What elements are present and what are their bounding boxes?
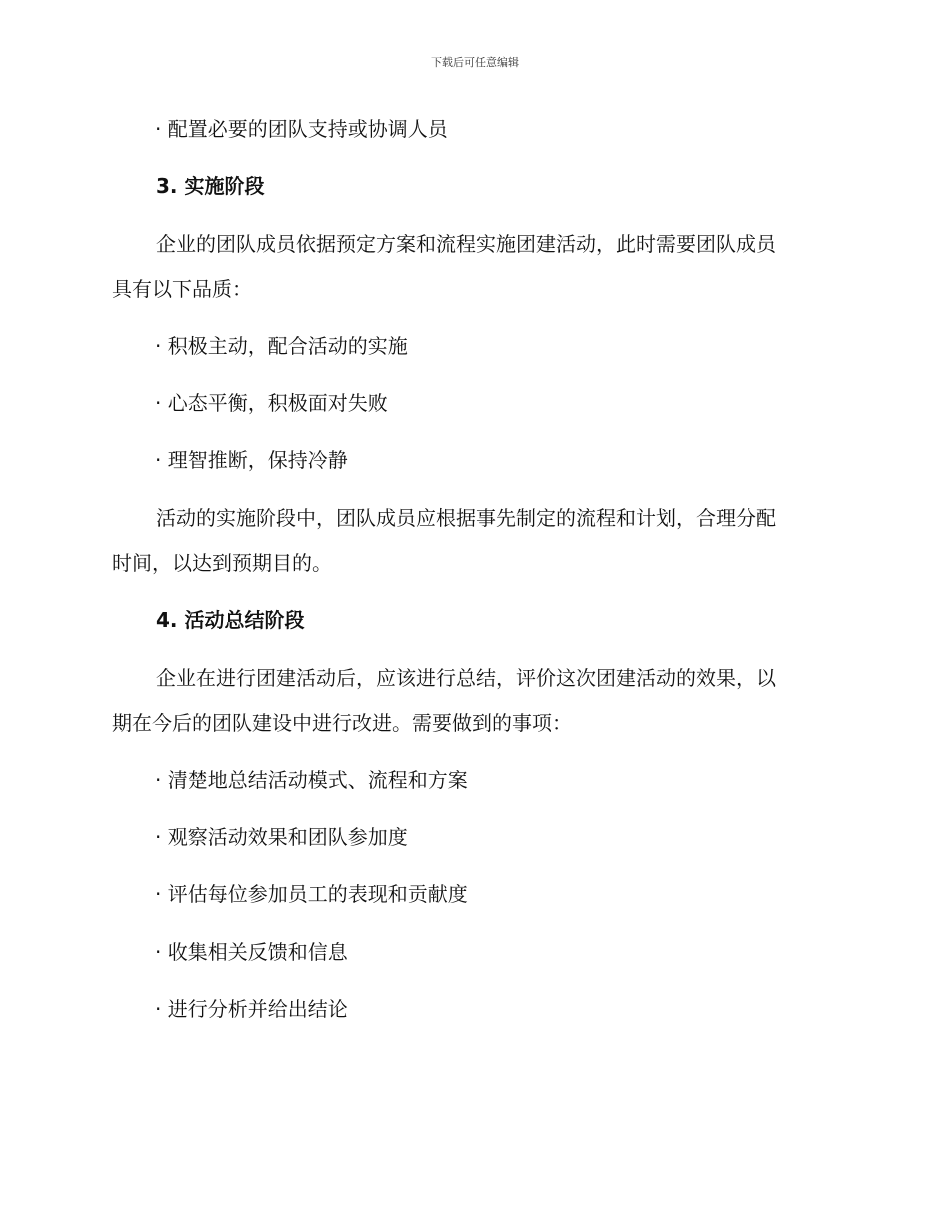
- bullet-item: · 进行分析并给出结论: [155, 997, 348, 1021]
- paragraph-line: 期在今后的团队建设中进行改进。需要做到的事项：: [112, 711, 572, 735]
- paragraph-line: 企业的团队成员依据预定方案和流程实施团建活动，此时需要团队成员: [156, 232, 776, 256]
- bullet-item: · 清楚地总结活动模式、流程和方案: [155, 768, 468, 792]
- bullet-item: · 配置必要的团队支持或协调人员: [155, 117, 448, 141]
- section-heading-3: 3. 实施阶段: [156, 174, 265, 198]
- bullet-item: · 收集相关反馈和信息: [155, 940, 348, 964]
- header-note: 下载后可任意编辑: [431, 56, 519, 69]
- bullet-item: · 积极主动，配合活动的实施: [155, 334, 408, 358]
- bullet-item: · 评估每位参加员工的表现和贡献度: [155, 882, 468, 906]
- paragraph-line: 时间，以达到预期目的。: [112, 551, 332, 575]
- bullet-item: · 观察活动效果和团队参加度: [155, 825, 408, 849]
- paragraph-line: 企业在进行团建活动后，应该进行总结，评价这次团建活动的效果，以: [156, 666, 776, 690]
- paragraph-line: 活动的实施阶段中，团队成员应根据事先制定的流程和计划，合理分配: [156, 506, 776, 530]
- bullet-item: · 理智推断，保持冷静: [155, 448, 348, 472]
- bullet-item: · 心态平衡，积极面对失败: [155, 391, 388, 415]
- section-heading-4: 4. 活动总结阶段: [156, 608, 305, 632]
- paragraph-line: 具有以下品质：: [112, 277, 252, 301]
